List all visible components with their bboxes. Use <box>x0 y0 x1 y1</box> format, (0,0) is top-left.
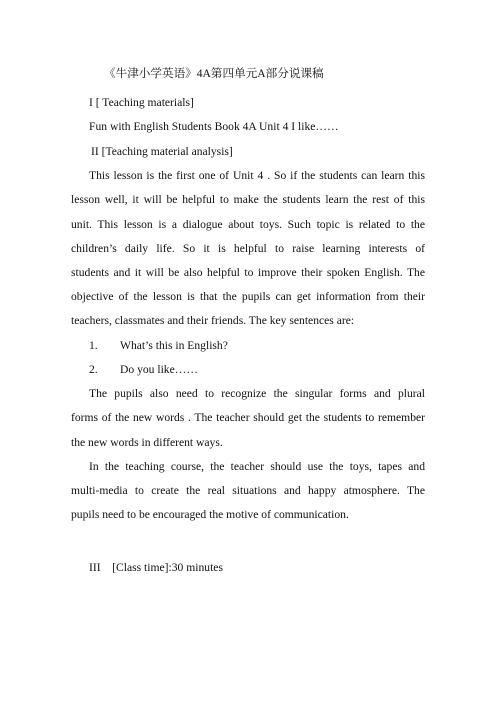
key-sentence-item <box>89 362 425 378</box>
key-sentence-number: 1. <box>89 339 98 352</box>
paragraph-1-line: teachers, classmates and their friends. The key sentences are: <box>71 314 355 327</box>
paragraph-2-line: the new words in different ways. <box>71 436 223 449</box>
document-title: 《牛津小学英语》4A第四单元A部分说课稿 <box>104 67 324 80</box>
paragraph-1-line: objective of the lesson is that the pupils can get information from their <box>71 290 425 303</box>
paragraph-1-line: unit. This lesson is a dialogue about toys. Such topic is related to the <box>71 218 425 231</box>
paragraph-2-line: The pupils also need to recognize the singular forms and plural <box>89 387 425 400</box>
paragraph-2-line: forms of the new words . The teacher should get the students to remember <box>71 411 425 424</box>
key-sentence-item <box>89 338 425 354</box>
paragraph-1-line: students and it will be also helpful to improve their spoken English. The <box>71 266 425 279</box>
section-1-heading: I [ Teaching materials] <box>89 96 194 109</box>
paragraph-3-line: multi-media to create the real situations and happy atmosphere. The <box>71 484 425 497</box>
key-sentence-text: Do you like…… <box>120 363 198 376</box>
paragraph-3-line: In the teaching course, the teacher should use the toys, tapes and <box>89 460 425 473</box>
paragraph-1-line: children’s daily life. So it is helpful to raise learning interests of <box>71 242 425 255</box>
key-sentence-number: 2. <box>89 363 98 376</box>
key-sentence-text: What’s this in English? <box>120 339 228 352</box>
paragraph-1-line: This lesson is the first one of Unit 4 . So if the students can learn this <box>89 169 425 182</box>
paragraph-3-line: pupils need to be encouraged the motive of communication. <box>71 508 349 521</box>
paragraph-1-line: lesson well, it will be helpful to make the students learn the rest of this <box>71 193 425 206</box>
section-3-heading: III [Class time]:30 minutes <box>89 561 223 574</box>
section-2-heading: II [Teaching material analysis] <box>91 145 233 158</box>
section-1-text: Fun with English Students Book 4A Unit 4 I like…… <box>89 120 339 133</box>
